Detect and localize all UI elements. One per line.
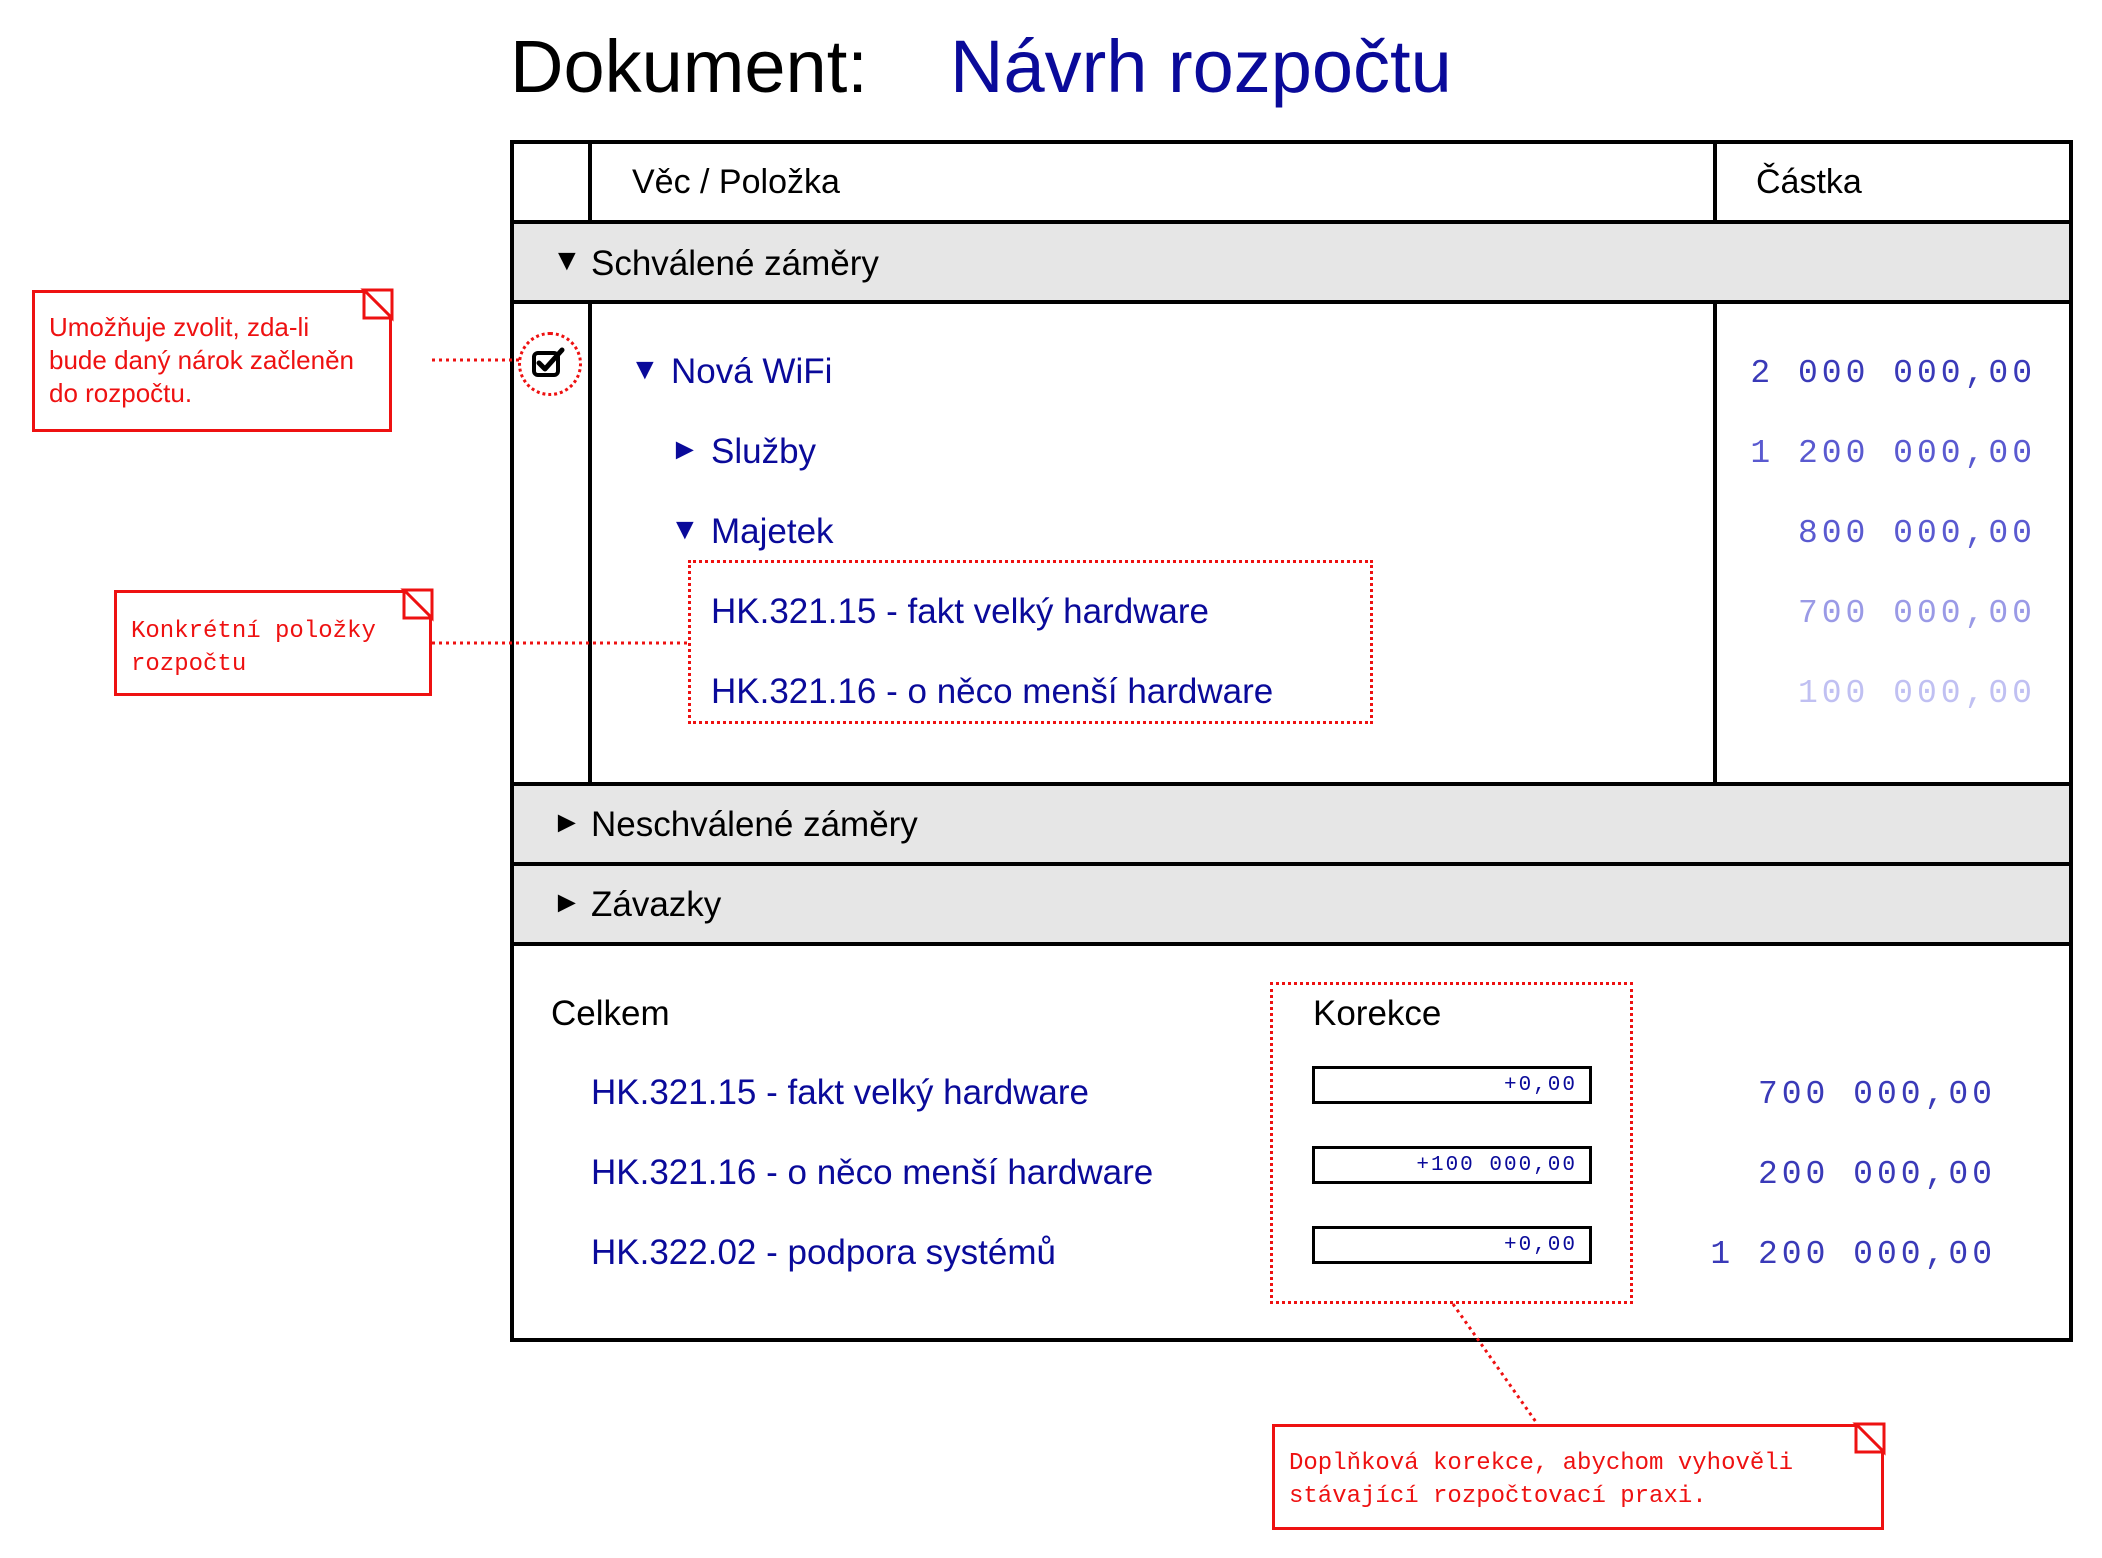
section-label-obligations: Závazky — [591, 885, 722, 924]
section-label-unapproved: Neschválené záměry — [591, 805, 918, 844]
correction-input[interactable]: +100 000,00 — [1312, 1146, 1592, 1184]
totals-label: Celkem — [551, 994, 670, 1033]
document-title: Návrh rozpočtu — [950, 25, 1452, 108]
totals-row-label: HK.321.15 - fakt velký hardware — [591, 1073, 1090, 1112]
tree-item-label: Majetek — [711, 512, 834, 551]
column-header-amount[interactable]: Částka — [1756, 163, 1862, 201]
budget-item-label: HK.321.16 - o něco menší hardware — [711, 672, 1274, 711]
annotation-line: Konkrétní položky — [131, 618, 376, 645]
document-label: Dokument: — [510, 25, 868, 108]
correction-input[interactable]: +0,00 — [1312, 1226, 1592, 1264]
tree-item-amount: 800 000,00 — [1797, 515, 2036, 552]
budget-item-amount: 700 000,00 — [1797, 595, 2036, 632]
correction-input[interactable]: +0,00 — [1312, 1066, 1592, 1104]
tree-item-label: Nová WiFi — [671, 352, 833, 391]
collapse-arrow-icon[interactable]: ▼ — [552, 244, 582, 277]
totals-row-amount: 1 200 000,00 — [1710, 1236, 1996, 1273]
column-header-item[interactable]: Věc / Položka — [632, 163, 840, 201]
totals-row-label: HK.322.02 - podpora systémů — [591, 1233, 1056, 1272]
expand-arrow-icon[interactable]: ▼ — [630, 353, 660, 386]
annotation-line: rozpočtu — [131, 651, 247, 678]
expand-arrow-icon[interactable]: ▼ — [670, 513, 700, 546]
correction-header: Korekce — [1313, 994, 1442, 1033]
annotation-line: stávající rozpočtovací praxi. — [1289, 1483, 1707, 1510]
totals-row-amount: 700 000,00 — [1757, 1076, 1996, 1113]
tree-item-label: Služby — [711, 432, 817, 471]
annotation-line: bude daný nárok začleněn — [49, 345, 355, 375]
budget-item-label: HK.321.15 - fakt velký hardware — [711, 592, 1210, 631]
totals-row-label: HK.321.16 - o něco menší hardware — [591, 1153, 1154, 1192]
expand-arrow-icon[interactable]: ► — [552, 886, 582, 919]
expand-arrow-icon[interactable]: ► — [552, 806, 582, 839]
annotation-line: Umožňuje zvolit, zda-li — [49, 312, 310, 342]
tree-item-amount: 2 000 000,00 — [1750, 355, 2036, 392]
totals-row-amount: 200 000,00 — [1757, 1156, 1996, 1193]
annotation-line: do rozpočtu. — [49, 378, 193, 408]
expand-arrow-icon[interactable]: ► — [670, 433, 700, 466]
tree-item-amount: 1 200 000,00 — [1750, 435, 2036, 472]
section-label-approved: Schválené záměry — [591, 244, 879, 283]
budget-item-amount: 100 000,00 — [1797, 675, 2036, 712]
annotation-line: Doplňková korekce, abychom vyhověli — [1289, 1450, 1794, 1477]
